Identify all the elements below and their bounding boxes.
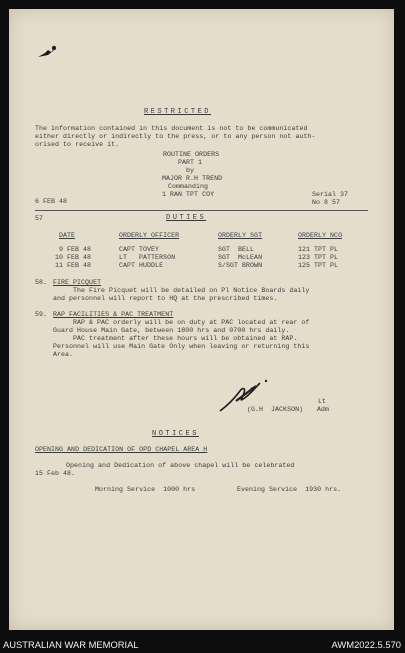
archive-name: AUSTRALIAN WAR MEMORIAL bbox=[3, 639, 139, 650]
col-orderly-officer: ORDERLY OFFICER bbox=[119, 232, 180, 239]
signatory-name: (G.H JACKSON) bbox=[247, 406, 304, 413]
para-number-57: 57 bbox=[35, 215, 44, 222]
row-3-nco: 125 TPT PL bbox=[298, 262, 339, 269]
col-date: DATE bbox=[59, 232, 76, 239]
serial-label: Serial 37 bbox=[312, 191, 349, 198]
document-page bbox=[9, 9, 394, 630]
notice-line-1: Opening and Dedication of above chapel will be celebrated bbox=[66, 462, 295, 469]
rap-line-1: RAP & PAC orderly will be on duty at PAC located at rear of bbox=[73, 319, 310, 326]
rap-line-4: Personnel will use Main Gate Only when leaving or returning this bbox=[53, 343, 310, 350]
para-number-59: 59. bbox=[35, 311, 48, 318]
header-divider bbox=[35, 210, 368, 211]
fire-picquet-line-1: The Fire Picquet will be detailed on Pl Notice Boards daily bbox=[73, 287, 310, 294]
row-2-officer: LT PATTERSON bbox=[119, 254, 176, 261]
orders-unit: 1 RAN TPT COY bbox=[162, 191, 215, 198]
rap-line-5: Area. bbox=[53, 351, 74, 358]
serial-number: No 8 57 bbox=[312, 199, 341, 206]
ink-blot bbox=[36, 43, 58, 59]
rap-title: RAP FACILITIES & PAC TREATMENT bbox=[53, 311, 174, 318]
row-3-officer: CAPT HUDDLE bbox=[119, 262, 164, 269]
orders-part: PART 1 bbox=[178, 159, 203, 166]
notices-heading: NOTICES bbox=[152, 430, 199, 438]
col-orderly-sgt: ORDERLY SGT bbox=[218, 232, 263, 239]
notice-title: OPENING AND DEDICATION OF OPD CHAPEL AREA H bbox=[35, 446, 208, 453]
archive-footer bbox=[0, 636, 405, 653]
intro-line-3: orised to receive it. bbox=[35, 141, 120, 148]
rap-line-3: PAC treatment after these hours will be obtained at RAP. bbox=[73, 335, 298, 342]
notice-morning-service: Morning Service 1000 hrs bbox=[95, 486, 196, 493]
orders-commanding: Commanding bbox=[168, 183, 209, 190]
document-date: 6 FEB 48 bbox=[35, 198, 68, 205]
row-2-sgt: SGT McLEAN bbox=[218, 254, 263, 261]
row-1-nco: 121 TPT PL bbox=[298, 246, 339, 253]
rap-line-2: Guard House Main Gate, between 1800 hrs and 0700 hrs daily. bbox=[53, 327, 290, 334]
fire-picquet-title: FIRE PICQUET bbox=[53, 279, 102, 286]
row-1-officer: CAPT TOVEY bbox=[119, 246, 160, 253]
orders-by: by bbox=[186, 167, 195, 174]
fire-picquet-line-2: and personnel will report to HQ at the prescribed times. bbox=[53, 295, 278, 302]
signatory-role: Adm bbox=[317, 406, 330, 413]
row-2-date: 10 FEB 48 bbox=[55, 254, 92, 261]
notice-line-2: 15 Feb 48. bbox=[35, 470, 76, 477]
row-3-date: 11 FEB 48 bbox=[55, 262, 92, 269]
duties-heading: DUTIES bbox=[166, 214, 207, 222]
orders-officer: MAJOR R.H TREND bbox=[162, 175, 223, 182]
archive-reference: AWM2022.5.570 bbox=[331, 639, 401, 650]
intro-line-2: either directly or indirectly to the press, or to any person not auth- bbox=[35, 133, 316, 140]
row-3-sgt: S/SGT BROWN bbox=[218, 262, 263, 269]
intro-line-1: The information contained in this document is not to be communicated bbox=[35, 125, 308, 132]
notice-evening-service: Evening Service 1930 hrs. bbox=[237, 486, 342, 493]
row-1-date: 9 FEB 48 bbox=[59, 246, 92, 253]
orders-title: ROUTINE ORDERS bbox=[163, 151, 220, 158]
classification-heading: RESTRICTED bbox=[144, 108, 212, 116]
row-2-nco: 123 TPT PL bbox=[298, 254, 339, 261]
signatory-rank: Lt bbox=[318, 398, 327, 405]
row-1-sgt: SGT BELL bbox=[218, 246, 255, 253]
col-orderly-nco: ORDERLY NCO bbox=[298, 232, 343, 239]
para-number-58: 58. bbox=[35, 279, 48, 286]
